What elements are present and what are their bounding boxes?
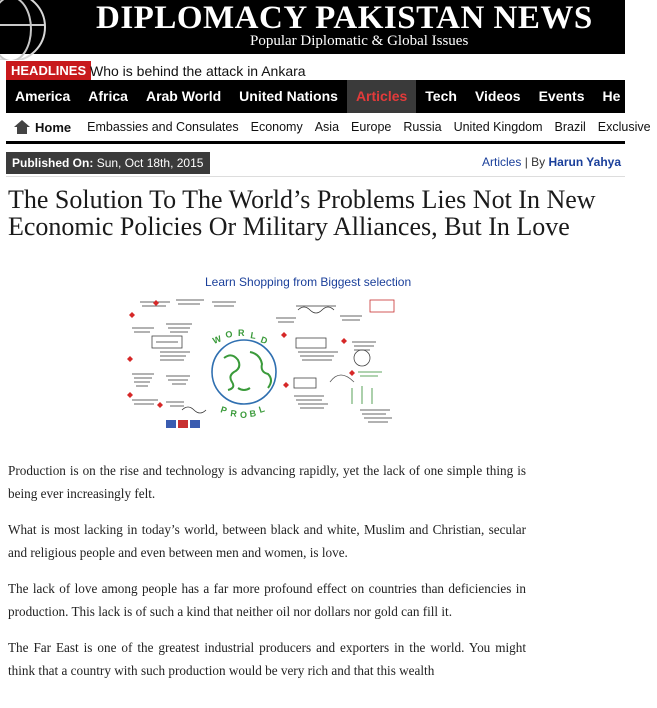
article-body — [8, 459, 526, 695]
nav-item-videos[interactable]: Videos — [474, 88, 521, 104]
published-date: Sun, Oct 18th, 2015 — [96, 156, 204, 170]
byline — [482, 153, 621, 171]
divider — [6, 176, 625, 177]
nav-item-america[interactable]: America — [15, 88, 71, 104]
globe-logo-icon[interactable] — [0, 0, 46, 62]
subnav-exclusive[interactable]: Exclusive — [597, 120, 651, 134]
svg-text:P: P — [219, 404, 229, 416]
ad-link[interactable]: Learn Shopping from Biggest selection — [205, 275, 412, 289]
subnav-asia[interactable]: Asia — [314, 120, 340, 134]
subnav-europe[interactable]: Europe — [351, 120, 392, 134]
subnav-economy[interactable]: Economy — [250, 120, 303, 134]
nav-item-truncated[interactable]: He — [602, 88, 621, 104]
subnav-russia[interactable]: Russia — [403, 120, 442, 134]
site-title[interactable]: DIPLOMACY PAKISTAN NEWS — [96, 0, 593, 36]
svg-text:R: R — [238, 328, 245, 338]
svg-text:O: O — [240, 410, 248, 420]
home-label: Home — [35, 119, 72, 135]
category-link[interactable]: Articles — [482, 155, 522, 169]
nav-item-arab-world[interactable]: Arab World — [145, 88, 222, 104]
svg-text:B: B — [248, 408, 257, 419]
byline-separator: | By — [524, 155, 546, 169]
svg-text:L: L — [249, 330, 257, 341]
headline-link[interactable]: Who is behind the attack in Ankara — [90, 63, 306, 79]
secondary-nav — [6, 113, 651, 144]
subnav-embassies[interactable]: Embassies and Consulates — [87, 120, 239, 134]
headlines-label: HEADLINES — [6, 61, 91, 81]
nav-item-united-nations[interactable]: United Nations — [239, 88, 338, 104]
paragraph: The Far East is one of the greatest industrial producers and exporters in the world. You might think that a country with such production would be very rich and that this wealth — [8, 640, 526, 678]
subnav-united-kingdom[interactable]: United Kingdom — [453, 120, 543, 134]
subnav-brazil[interactable]: Brazil — [554, 120, 586, 134]
world-problems-illustration — [126, 292, 402, 442]
svg-text:O: O — [224, 328, 234, 340]
paragraph: The lack of love among people has a far more profound effect on countries than deficiencies in production. This lack is of such a kind that neither oil nor dollars nor gold can fill it. — [8, 581, 526, 619]
svg-text:W: W — [211, 333, 223, 346]
home-link[interactable] — [6, 113, 77, 141]
masthead — [0, 0, 625, 54]
svg-text:R: R — [229, 408, 238, 419]
article-title: The Solution To The World’s Problems Lies Not In New Economic Policies Or Military Alliances, But In Love — [8, 185, 596, 241]
headlines-ticker — [0, 60, 625, 82]
published-bar — [6, 152, 210, 174]
primary-nav — [6, 80, 625, 113]
nav-item-articles[interactable]: Articles — [347, 80, 416, 113]
published-label: Published On: — [12, 156, 94, 170]
paragraph: What is most lacking in today’s world, between black and white, Muslim and Christian, secular and religious people and even between men and women, is love. — [8, 522, 526, 560]
nav-item-tech[interactable]: Tech — [425, 88, 457, 104]
home-icon — [14, 120, 30, 134]
author-link[interactable]: Harun Yahya — [548, 155, 621, 169]
svg-text:L: L — [257, 403, 266, 415]
svg-text:D: D — [259, 334, 269, 347]
site-tagline: Popular Diplomatic & Global Issues — [250, 33, 469, 49]
paragraph: Production is on the rise and technology is advancing rapidly, yet the lack of one simple thing is being ever increasingly felt. — [8, 463, 526, 501]
nav-item-events[interactable]: Events — [538, 88, 585, 104]
nav-item-africa[interactable]: Africa — [88, 88, 128, 104]
